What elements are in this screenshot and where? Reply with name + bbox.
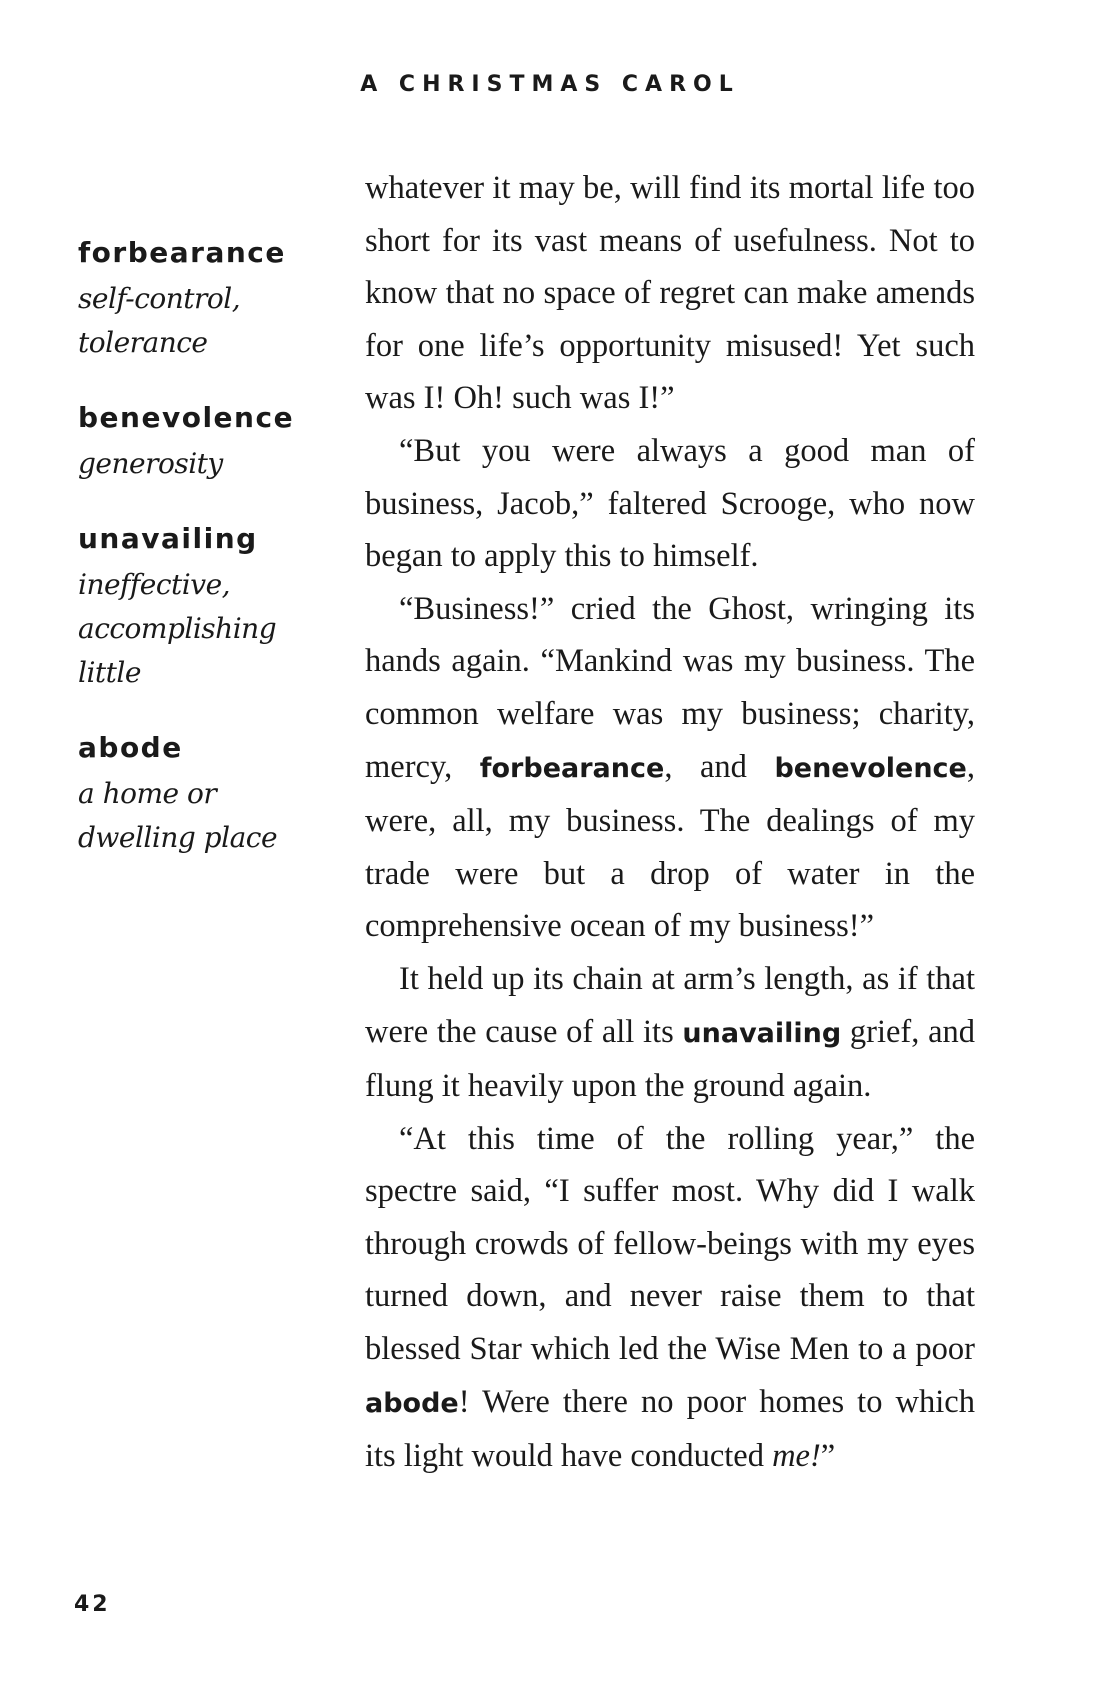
body-text <box>365 162 975 1483</box>
paragraph-text: ” <box>820 1438 836 1475</box>
vocab-term: forbearance <box>479 752 665 784</box>
paragraph <box>365 583 975 953</box>
glossary-term: abode <box>78 731 183 764</box>
paragraph-text: , were, all, my business. The dealings of my trade were but a drop of water in the comprehensive ocean of my business!” <box>365 748 975 945</box>
glossary-definition: ineffective, accomplishing little <box>78 568 277 689</box>
paragraph-text: It held up its chain at arm’s length, as if that were the cause of all its <box>365 960 975 1050</box>
paragraph <box>365 953 975 1113</box>
paragraph <box>365 425 975 583</box>
glossary-entry <box>78 236 328 365</box>
glossary-term: benevolence <box>78 401 295 434</box>
paragraph <box>365 162 975 425</box>
glossary-entry <box>78 731 328 860</box>
paragraph-text: , and <box>664 748 775 785</box>
paragraph-text: “Business!” cried the Ghost, wringing its hands again. “Mankind was my business. The common welfare was my business; charity, mercy, <box>365 590 975 785</box>
paragraph-text: “At this time of the rolling year,” the spectre said, “I suffer most. Why did I walk through crowds of fellow-beings with my eyes turned down, and never raise them to that blessed Star which led the Wise Men to a poor <box>365 1120 975 1368</box>
vocab-term: benevolence <box>774 752 967 784</box>
glossary-term: unavailing <box>78 522 258 555</box>
paragraph-text: ! Were there no poor homes to which its light would have conducted <box>365 1383 975 1475</box>
paragraph-text: “But you were always a good man of business, Jacob,” faltered Scrooge, who now began to apply this to himself. <box>365 432 975 575</box>
paragraph-text: grief, and flung it heavily upon the ground again. <box>365 1013 975 1105</box>
glossary-term: forbearance <box>78 236 286 269</box>
glossary-definition: a home or dwelling place <box>78 777 278 854</box>
glossary-entry <box>78 401 328 486</box>
paragraph-text: whatever it may be, will find its mortal life too short for its vast means of usefulness. Not to know that no space of regret can make amends for one life’s opportunity misused! Yet such was I! Oh! such was I!” <box>365 170 975 417</box>
glossary-definition: self-control, tolerance <box>78 282 241 359</box>
vocab-term: unavailing <box>682 1017 842 1049</box>
emphasis-text: me! <box>772 1438 821 1475</box>
vocab-term: abode <box>365 1387 459 1419</box>
paragraph <box>365 1113 975 1483</box>
page-number: 42 <box>74 1592 111 1617</box>
glossary-sidebar <box>78 236 328 896</box>
running-head: A CHRISTMAS CAROL <box>360 72 740 97</box>
glossary-entry <box>78 522 328 695</box>
glossary-definition: generosity <box>78 447 223 480</box>
